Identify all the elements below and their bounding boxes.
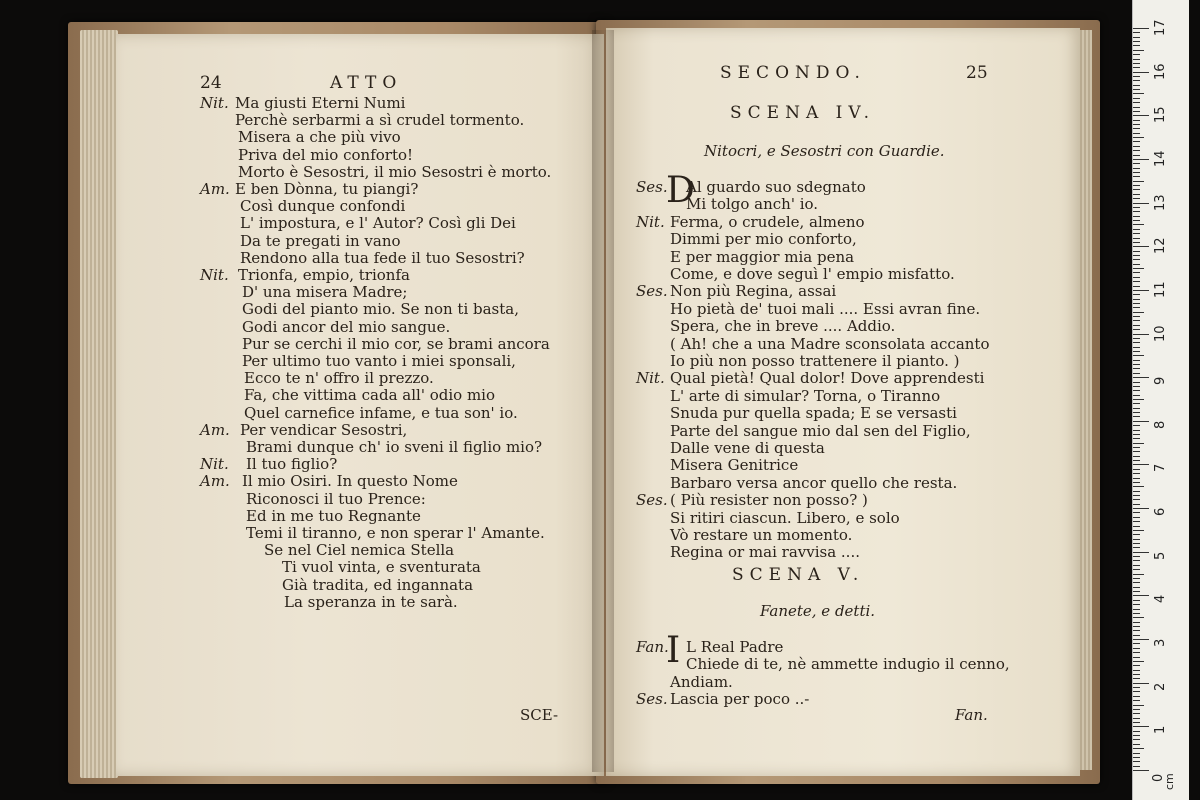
speaker-label: Nit. (200, 94, 229, 112)
verse-line: Per ultimo tuo vanto i miei sponsali, (242, 352, 516, 370)
ruler-tick (1133, 203, 1149, 204)
ruler-tick (1133, 272, 1140, 273)
measurement-ruler (1132, 0, 1189, 800)
ruler-tick (1133, 421, 1149, 422)
ruler-tick (1133, 93, 1144, 94)
verse-line: Parte del sangue mio dal sen del Figlio, (670, 421, 971, 440)
ruler-tick (1133, 181, 1144, 182)
speaker-label: Ses. (636, 491, 668, 510)
verse-line: Così dunque confondi (240, 197, 406, 216)
verse-line: Vò restare un momento. (670, 526, 853, 544)
ruler-tick (1133, 251, 1140, 252)
ruler-number: 9 (1153, 376, 1168, 386)
ruler-tick (1133, 395, 1140, 396)
verse-line: Brami dunque ch' io sveni il figlio mio? (246, 438, 543, 456)
ruler-tick (1133, 761, 1140, 762)
ruler-tick (1133, 290, 1149, 291)
ruler-tick (1133, 552, 1149, 553)
ruler-tick (1133, 683, 1149, 684)
verse-line: Come, e dove seguì l' empio misfatto. (670, 265, 955, 283)
verse-line: Già tradita, ed ingannata (282, 575, 474, 594)
ruler-tick (1133, 700, 1140, 701)
ruler-tick (1133, 80, 1140, 81)
ruler-tick (1133, 54, 1140, 55)
verse-line: Ti vuol vinta, e sventurata (282, 558, 481, 577)
right-catchword: Fan. (955, 706, 988, 724)
ruler-tick (1133, 268, 1144, 269)
ruler-tick (1133, 460, 1140, 461)
ruler-tick (1133, 316, 1140, 317)
page-block-edge-right (1078, 30, 1092, 770)
ruler-tick (1133, 504, 1140, 505)
ruler-tick (1133, 172, 1140, 173)
ruler-tick (1133, 635, 1140, 636)
speaker-label: Am. (200, 420, 230, 439)
drop-capital: I (666, 630, 681, 671)
ruler-number: 4 (1153, 595, 1168, 604)
ruler-tick (1133, 229, 1140, 230)
right-running-head: SECONDO. (720, 63, 866, 83)
ruler-tick (1133, 198, 1140, 199)
ruler-tick (1133, 399, 1144, 400)
ruler-tick (1133, 120, 1140, 121)
ruler-tick (1133, 89, 1140, 90)
ruler-tick (1133, 360, 1140, 361)
ruler-tick (1133, 482, 1140, 483)
ruler-tick (1133, 447, 1140, 448)
scene-v-characters: Fanete, e detti. (760, 602, 876, 620)
ruler-tick (1133, 678, 1140, 679)
ruler-number: 10 (1153, 324, 1168, 342)
ruler-tick (1133, 255, 1140, 256)
ruler-tick (1133, 85, 1140, 86)
page-block-edge-left (80, 30, 118, 778)
right-page-number: 25 (966, 63, 988, 83)
verse-line: Chiede di te, nè ammette indugio il cenno, (686, 655, 1010, 674)
verse-line: Fa, che vittima cada all' odio mio (244, 386, 496, 405)
ruler-tick (1133, 41, 1140, 42)
ruler-tick (1133, 277, 1140, 278)
ruler-number: 13 (1153, 194, 1168, 211)
ruler-tick (1133, 438, 1140, 439)
ruler-tick (1133, 718, 1140, 719)
ruler-tick (1133, 159, 1149, 160)
verse-line: Si ritiri ciascun. Libero, e solo (670, 508, 900, 527)
verse-line: ( Ah! che a una Madre sconsolata accanto (670, 334, 990, 353)
ruler-tick (1133, 220, 1140, 221)
ruler-number: 8 (1153, 420, 1168, 429)
ruler-tick (1133, 416, 1140, 417)
verse-line: L Real Padre (686, 638, 784, 656)
verse-line: Il mio Osiri. In questo Nome (242, 472, 458, 491)
ruler-tick (1133, 238, 1140, 239)
ruler-tick (1133, 168, 1140, 169)
ruler-tick (1133, 556, 1140, 557)
verse-line: Spera, che in breve .... Addio. (670, 317, 896, 336)
ruler-tick (1133, 430, 1140, 431)
ruler-tick (1133, 534, 1140, 535)
speaker-label: Ses. (636, 690, 668, 709)
ruler-tick (1133, 753, 1140, 754)
ruler-tick (1133, 713, 1140, 714)
verse-line: Io più non posso trattenere il pianto. ) (670, 352, 960, 370)
ruler-tick (1133, 456, 1140, 457)
verse-line: Al guardo suo sdegnato (686, 178, 866, 196)
ruler-tick (1133, 67, 1140, 68)
left-running-head: ATTO (330, 73, 403, 93)
verse-line: Se nel Ciel nemica Stella (264, 541, 455, 560)
ruler-tick (1133, 626, 1140, 627)
verse-line: Mi tolgo anch' io. (686, 195, 819, 214)
verse-line: Andiam. (670, 672, 733, 691)
ruler-tick (1133, 443, 1144, 444)
ruler-tick (1133, 709, 1140, 710)
scene-heading-v: SCENA V. (732, 565, 865, 585)
verse-line: Da te pregati in vano (240, 231, 401, 250)
ruler-tick (1133, 37, 1140, 38)
ruler-tick (1133, 124, 1140, 125)
verse-line: Il tuo figlio? (246, 455, 338, 474)
speaker-label: Am. (200, 180, 230, 198)
drop-capital: D (666, 170, 695, 211)
verse-line: Ho pietà de' tuoi mali .... Essi avran fine. (670, 299, 981, 318)
ruler-tick (1133, 613, 1140, 614)
ruler-number: 12 (1153, 237, 1168, 255)
ruler-tick (1133, 691, 1140, 692)
ruler-tick (1133, 687, 1140, 688)
ruler-tick (1133, 657, 1140, 658)
verse-line: La speranza in te sarà. (284, 592, 458, 611)
verse-line: Snuda pur quella spada; E se versasti (670, 404, 957, 423)
ruler-tick (1133, 569, 1140, 570)
verse-line: Morto è Sesostri, il mio Sesostri è morto. (238, 162, 552, 181)
ruler-tick (1133, 325, 1140, 326)
ruler-tick (1133, 128, 1140, 129)
ruler-number: 17 (1153, 19, 1168, 36)
ruler-tick (1133, 59, 1140, 60)
speaker-label: Am. (200, 472, 230, 491)
ruler-number: 0 (1151, 773, 1166, 782)
ruler-tick (1133, 560, 1140, 561)
ruler-tick (1133, 722, 1140, 723)
ruler-number: 3 (1153, 638, 1168, 648)
ruler-tick (1133, 347, 1140, 348)
ruler-tick (1133, 32, 1140, 33)
speaker-label: Nit. (200, 266, 229, 284)
speaker-label: Nit. (200, 455, 229, 474)
ruler-tick (1133, 403, 1140, 404)
ruler-number: 14 (1153, 150, 1168, 167)
verse-line: Quel carnefice infame, e tua son' io. (244, 403, 518, 422)
verse-line: Pur se cerchi il mio cor, se brami ancora (242, 334, 550, 353)
ruler-tick (1133, 303, 1140, 304)
ruler-number: 6 (1153, 507, 1168, 517)
scene-heading-iv: SCENA IV. (730, 103, 876, 123)
ruler-tick (1133, 652, 1140, 653)
speaker-label: Fan. (636, 638, 669, 656)
ruler-tick (1133, 451, 1140, 452)
verse-line: Regina or mai ravvisa .... (670, 543, 860, 562)
ruler-tick (1133, 731, 1140, 732)
speaker-label: Ses. (636, 178, 668, 196)
ruler-tick (1133, 224, 1144, 225)
ruler-tick (1133, 242, 1140, 243)
ruler-tick (1133, 150, 1140, 151)
ruler-tick (1133, 517, 1140, 518)
ruler-tick (1133, 434, 1140, 435)
verse-line: Godi del pianto mio. Se non ti basta, (242, 300, 519, 319)
ruler-tick (1133, 473, 1140, 474)
book-gutter (592, 30, 614, 772)
ruler-tick (1133, 478, 1140, 479)
ruler-tick (1133, 587, 1140, 588)
verse-line: Priva del mio conforto! (238, 145, 414, 164)
ruler-tick (1133, 155, 1140, 156)
ruler-tick (1133, 233, 1140, 234)
ruler-tick (1133, 111, 1140, 112)
ruler-tick (1133, 543, 1140, 544)
verse-line: Godi ancor del mio sangue. (242, 317, 451, 336)
ruler-tick (1133, 521, 1140, 522)
ruler-tick (1133, 72, 1149, 73)
ruler-tick (1133, 329, 1140, 330)
ruler-tick (1133, 320, 1140, 321)
ruler-tick (1133, 770, 1149, 771)
verse-line: Riconosci il tuo Prence: (246, 489, 426, 508)
ruler-tick (1133, 45, 1140, 46)
ruler-tick (1133, 137, 1144, 138)
ruler-tick (1133, 604, 1140, 605)
ruler-tick (1133, 342, 1140, 343)
verse-line: Misera Genitrice (670, 456, 799, 475)
ruler-tick (1133, 364, 1140, 365)
ruler-tick (1133, 766, 1140, 767)
ruler-tick (1133, 386, 1140, 387)
ruler-number: 16 (1153, 63, 1168, 80)
ruler-tick (1133, 578, 1140, 579)
ruler-tick (1133, 338, 1140, 339)
speaker-label: Nit. (636, 369, 665, 388)
ruler-tick (1133, 547, 1140, 548)
ruler-tick (1133, 491, 1140, 492)
ruler-tick (1133, 735, 1140, 736)
ruler-tick (1133, 390, 1140, 391)
ruler-tick (1133, 512, 1140, 513)
verse-line: ( Più resister non posso? ) (670, 491, 868, 510)
speaker-label: Nit. (636, 212, 665, 231)
ruler-tick (1133, 408, 1140, 409)
ruler-tick (1133, 211, 1140, 212)
verse-line: D' una misera Madre; (242, 283, 408, 302)
ruler-tick (1133, 216, 1140, 217)
ruler-number: 1 (1153, 726, 1168, 735)
ruler-number: 7 (1153, 464, 1168, 473)
ruler-tick (1133, 286, 1140, 287)
verse-line: E ben Dònna, tu piangi? (235, 180, 419, 198)
ruler-tick (1133, 486, 1144, 487)
verse-line: Temi il tiranno, e non sperar l' Amante. (246, 524, 545, 542)
ruler-tick (1133, 264, 1140, 265)
verse-line: Non più Regina, assai (670, 282, 837, 301)
ruler-tick (1133, 705, 1144, 706)
ruler-tick (1133, 726, 1149, 727)
ruler-tick (1133, 146, 1140, 147)
ruler-tick (1133, 189, 1140, 190)
left-catchword: SCE- (520, 706, 559, 724)
ruler-tick (1133, 469, 1140, 470)
ruler-tick (1133, 744, 1140, 745)
ruler-tick (1133, 526, 1140, 527)
verse-line: L' impostura, e l' Autor? Così gli Dei (240, 214, 516, 233)
ruler-tick (1133, 334, 1149, 335)
verse-line: Dimmi per mio conforto, (670, 230, 857, 249)
verse-line: Perchè serbarmi a sì crudel tormento. (235, 111, 525, 130)
verse-line: E per maggior mia pena (670, 247, 855, 266)
ruler-number: 11 (1153, 281, 1168, 298)
ruler-tick (1133, 299, 1140, 300)
ruler-tick (1133, 748, 1144, 749)
ruler-tick (1133, 259, 1140, 260)
ruler-tick (1133, 661, 1144, 662)
verse-line: Rendono alla tua fede il tuo Sesostri? (240, 248, 525, 267)
verse-line: Barbaro versa ancor quello che resta. (670, 473, 958, 492)
verse-line: Trionfa, empio, trionfa (238, 266, 410, 284)
ruler-tick (1133, 565, 1140, 566)
ruler-tick (1133, 102, 1140, 103)
ruler-tick (1133, 643, 1140, 644)
ruler-tick (1133, 639, 1149, 640)
ruler-tick (1133, 141, 1140, 142)
ruler-tick (1133, 670, 1140, 671)
verse-line: Ed in me tuo Regnante (246, 506, 421, 525)
ruler-tick (1133, 591, 1140, 592)
verse-line: Ecco te n' offro il prezzo. (244, 369, 434, 388)
scene-iv-characters: Nitocri, e Sesostri con Guardie. (704, 142, 945, 160)
ruler-tick (1133, 373, 1140, 374)
ruler-number: 2 (1153, 682, 1168, 691)
ruler-tick (1133, 294, 1140, 295)
ruler-tick (1133, 98, 1140, 99)
ruler-tick (1133, 307, 1140, 308)
ruler-tick (1133, 508, 1149, 509)
ruler-tick (1133, 739, 1140, 740)
ruler-tick (1133, 582, 1140, 583)
ruler-tick (1133, 312, 1144, 313)
ruler-tick (1133, 133, 1140, 134)
ruler-tick (1133, 530, 1144, 531)
ruler-number: 5 (1153, 551, 1168, 560)
ruler-tick (1133, 107, 1140, 108)
ruler-tick (1133, 368, 1140, 369)
ruler-tick (1133, 600, 1140, 601)
ruler-tick (1133, 425, 1140, 426)
ruler-tick (1133, 630, 1140, 631)
ruler-tick (1133, 464, 1149, 465)
ruler-tick (1133, 412, 1140, 413)
ruler-tick (1133, 648, 1140, 649)
verse-line: Misera a che più vivo (238, 128, 401, 147)
ruler-tick (1133, 696, 1140, 697)
verse-line: Per vendicar Sesostri, (240, 420, 408, 439)
verse-line: Ma giusti Eterni Numi (235, 94, 406, 112)
ruler-tick (1133, 185, 1140, 186)
ruler-tick (1133, 351, 1140, 352)
ruler-tick (1133, 757, 1140, 758)
ruler-tick (1133, 115, 1149, 116)
ruler-tick (1133, 495, 1140, 496)
ruler-tick (1133, 50, 1144, 51)
verse-line: Dalle vene di questa (670, 439, 825, 457)
ruler-tick (1133, 595, 1149, 596)
ruler-tick (1133, 194, 1140, 195)
ruler-tick (1133, 63, 1140, 64)
ruler-tick (1133, 246, 1149, 247)
ruler-number: 15 (1153, 106, 1168, 124)
ruler-tick (1133, 176, 1140, 177)
ruler-tick (1133, 499, 1140, 500)
ruler-tick (1133, 622, 1140, 623)
ruler-tick (1133, 539, 1140, 540)
ruler-tick (1133, 355, 1144, 356)
ruler-tick (1133, 76, 1140, 77)
ruler-tick (1133, 674, 1140, 675)
verse-line: Ferma, o crudele, almeno (670, 212, 865, 231)
ruler-tick (1133, 163, 1140, 164)
ruler-tick (1133, 382, 1140, 383)
ruler-tick (1133, 207, 1140, 208)
speaker-label: Ses. (636, 282, 668, 301)
ruler-tick (1133, 377, 1149, 378)
ruler-tick (1133, 609, 1140, 610)
verse-line: Qual pietà! Qual dolor! Dove apprendesti (670, 369, 985, 388)
ruler-tick (1133, 28, 1149, 29)
ruler-tick (1133, 574, 1144, 575)
ruler-tick (1133, 281, 1140, 282)
left-page-number: 24 (200, 73, 222, 93)
verse-line: L' arte di simular? Torna, o Tiranno (670, 386, 941, 405)
ruler-tick (1133, 665, 1140, 666)
verse-line: Lascia per poco ..- (670, 690, 810, 709)
ruler-unit: cm (1163, 773, 1176, 790)
ruler-tick (1133, 617, 1144, 618)
